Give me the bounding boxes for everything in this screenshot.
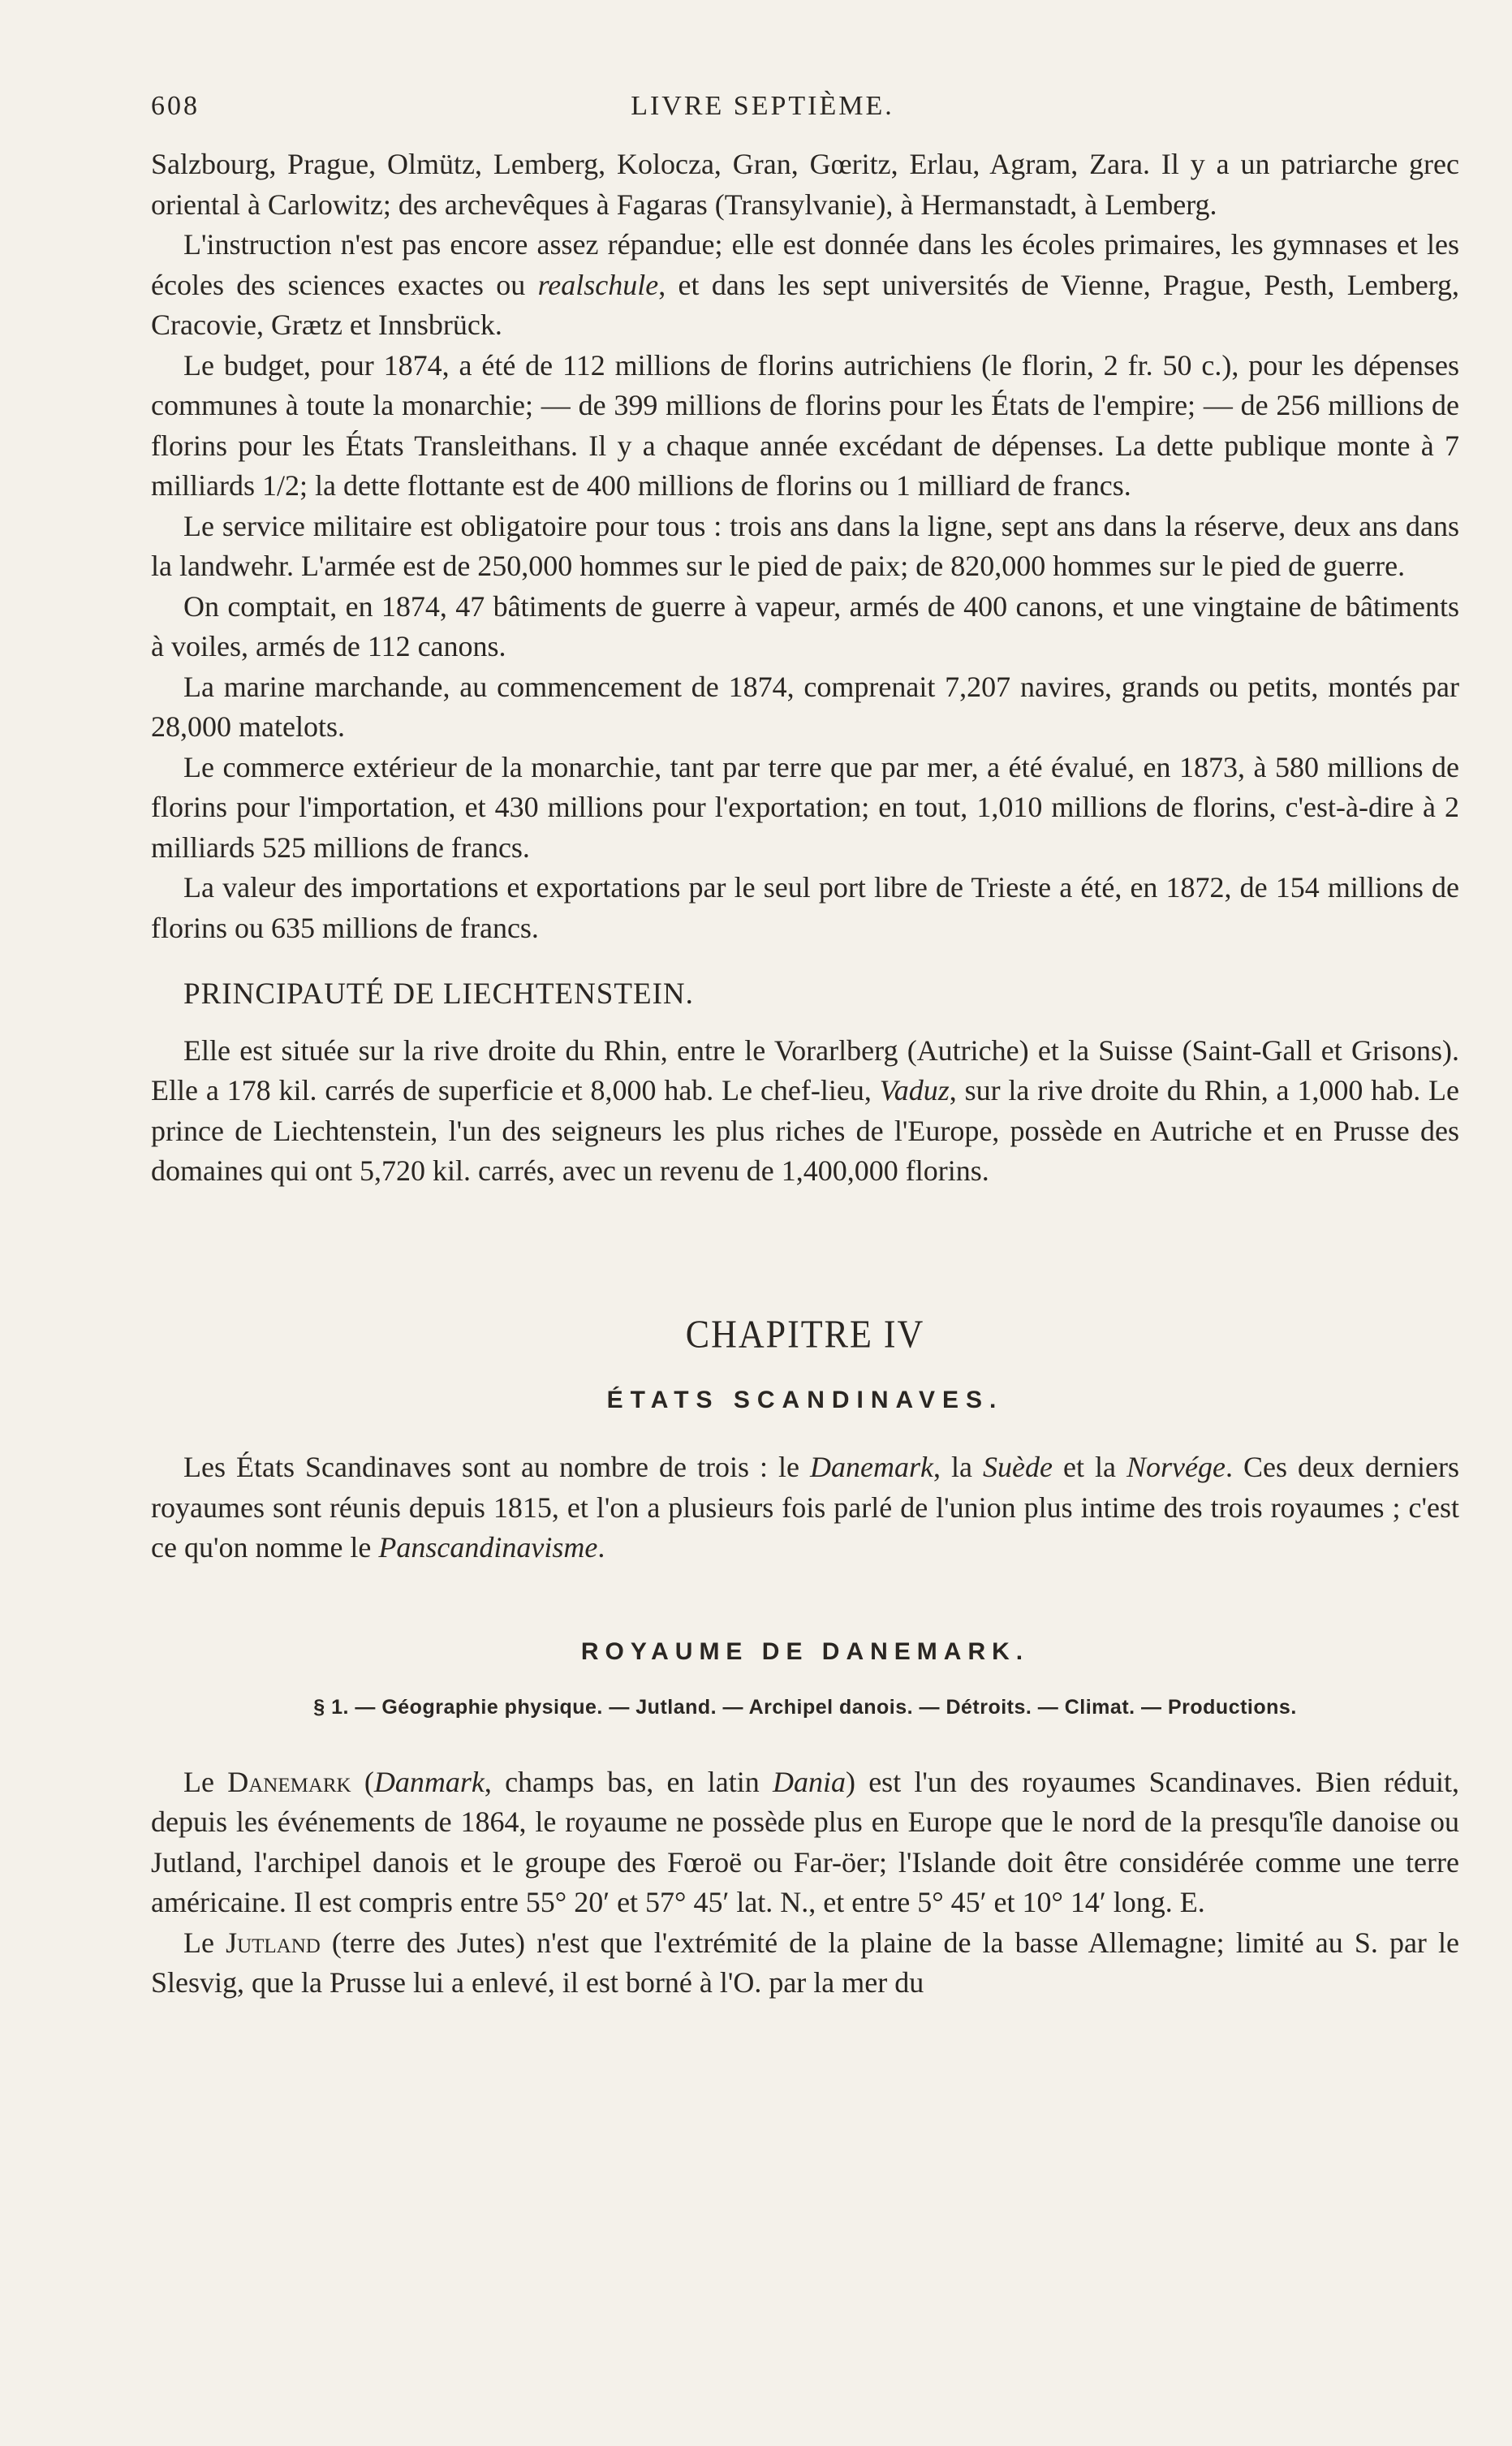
paragraph: On comptait, en 1874, 47 bâtiments de guerre à vapeur, armés de 400 canons, et une vingtaine de bâtiments à voiles, armés de 112 canons. [151,589,1459,662]
page-number: 608 [151,91,200,121]
chapter-title: CHAPITRE IV [685,1312,925,1356]
chapter-subtitle: ÉTATS SCANDINAVES. [606,1386,1004,1413]
paragraph: Salzbourg, Prague, Olmütz, Lemberg, Kolocza, Gran, Gœritz, Erlau, Agram, Zara. Il y a un patriarche grec oriental à Carlowitz; des archevêques à Fagaras (Transylvanie), à Hermanstadt, à Lemberg. [151,148,1459,221]
paragraph: La marine marchande, au commencement de 1874, comprenait 7,207 navires, grands ou petits, montés par 28,000 matelots. [151,670,1459,743]
paragraph: Le Danemark (Danmark, champs bas, en latin Dania) est l'un des royaumes Scandinaves. Bien réduit, depuis les événements de 1864, le royaume ne possède plus en Europe que le nord de la presqu'île danoise ou Jutland, l'archipel danois et le groupe des Fœroë ou Far-öer; l'Islande doit être considérée comme une terre américaine. Il est compris entre 55° 20′ et 57° 45′ lat. N., et entre 5° 45′ et 10° 14′ long. E. [151,1765,1459,1918]
paragraph: Le service militaire est obligatoire pour tous : trois ans dans la ligne, sept ans dans la réserve, deux ans dans la landwehr. L'armée est de 250,000 hommes sur le pied de paix; de 820,000 hommes sur le pied de guerre. [151,509,1459,582]
section-heading-liechtenstein: PRINCIPAUTÉ DE LIECHTENSTEIN. [183,977,694,1011]
chapter-intro: Les États Scandinaves sont au nombre de trois : le Danemark, la Suède et la Norvége. Ces deux derniers royaumes sont réunis depuis 1815, et l'on a plusieurs fois parlé de l'union plus intime des trois royaumes ; c'est ce qu'on nomme le Panscandinavisme. [151,1451,1459,1564]
paragraph: L'instruction n'est pas encore assez répandue; elle est donnée dans les écoles primaires, les gymnases et les écoles des sciences exactes ou realschule, et dans les sept universités de Vienne, Prague, Pesth, Lemberg, Cracovie, Grætz et Innsbrück. [151,228,1460,341]
paragraph: Le Jutland (terre des Jutes) n'est que l'extrémité de la plaine de la basse Allemagne; limité au S. par le Slesvig, que la Prusse lui a enlevé, il est borné à l'O. par la mer du [151,1926,1459,1999]
running-head [151,91,1374,132]
running-title: LIVRE SEPTIÈME. [631,91,894,121]
kingdom-heading: ROYAUME DE DANEMARK. [580,1637,1030,1665]
section-summary: § 1. — Géographie physique. — Jutland. — Archipel danois. — Détroits. — Climat. — Productions. [313,1696,1297,1719]
paragraph: Le commerce extérieur de la monarchie, tant par terre que par mer, a été évalué, en 1873, à 580 millions de florins pour l'importation, et 430 millions pour l'exportation; en tout, 1,010 millions de florins, c'est-à-dire à 2 milliards 525 millions de francs. [151,750,1459,864]
text-column [151,145,1459,2004]
paragraph: La valeur des importations et exportations par le seul port libre de Trieste a été, en 1872, de 154 millions de florins ou 635 millions de francs. [151,871,1459,944]
paragraph: Le budget, pour 1874, a été de 112 millions de florins autrichiens (le florin, 2 fr. 50 c.), pour les dépenses communes à toute la monarchie; — de 399 millions de florins pour les États de l'empire; — de 256 millions de florins pour les États Transleithans. Il y a chaque année excédant de dépenses. La dette publique monte à 7 milliards 1/2; la dette flottante est de 400 millions de florins ou 1 milliard de francs. [151,348,1459,502]
paragraph: Elle est située sur la rive droite du Rhin, entre le Vorarlberg (Autriche) et la Suisse (Saint-Gall et Grisons). Elle a 178 kil. carrés de superficie et 8,000 hab. Le chef-lieu, Vaduz, sur la rive droite du Rhin, a 1,000 hab. Le prince de Liechtenstein, l'un des seigneurs les plus riches de l'Europe, possède en Autriche et en Prusse des domaines qui ont 5,720 kil. carrés, avec un revenu de 1,400,000 florins. [151,1033,1460,1187]
